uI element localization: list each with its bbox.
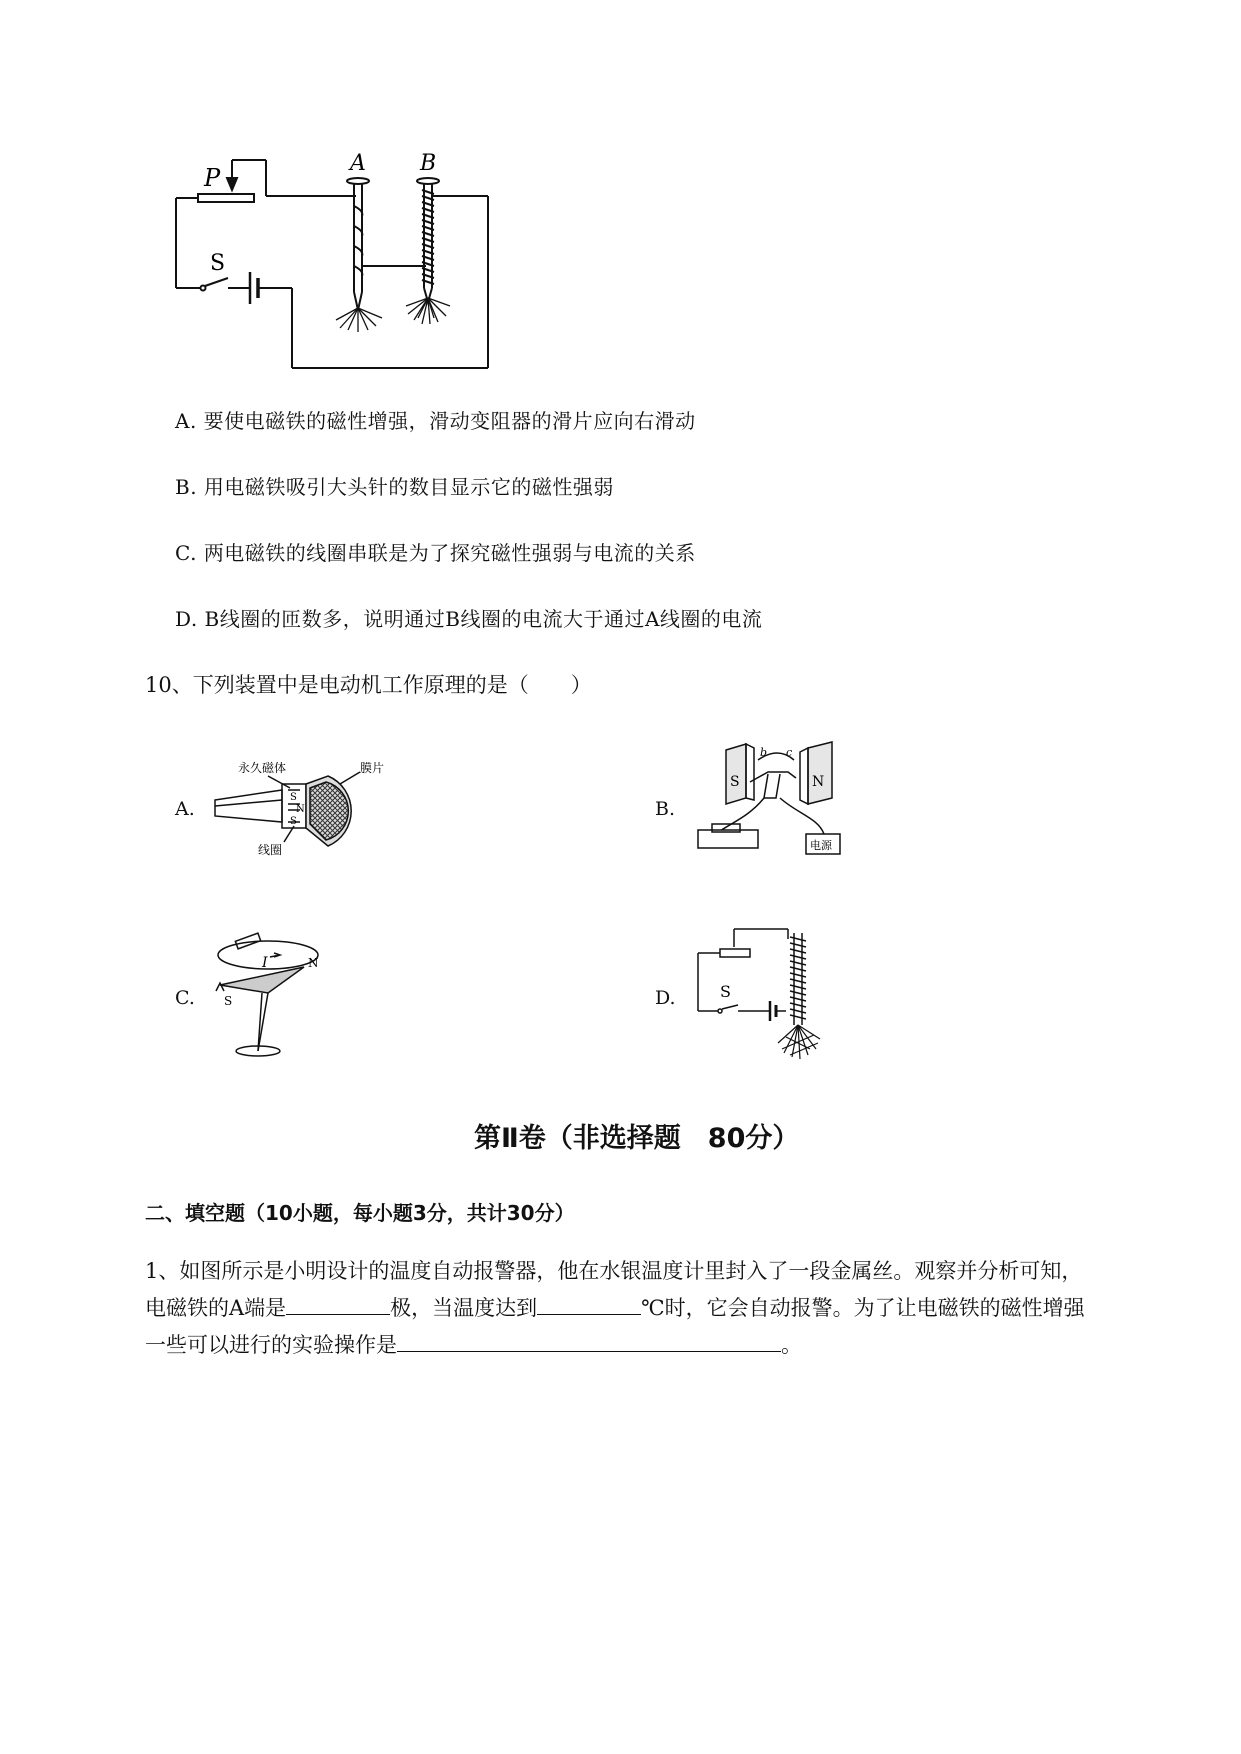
- option-letter: A.: [175, 409, 197, 433]
- section-title: 第Ⅱ卷（非选择题 80分）: [474, 1123, 800, 1154]
- q9-option-c: [175, 537, 696, 566]
- label-p: P: [204, 164, 221, 192]
- label-magnet: 永久磁体: [238, 761, 287, 775]
- q1-line2-c: ℃时，它会自动报警。为了让电磁铁的磁性增强: [641, 1296, 1085, 1320]
- answer-blank-temperature[interactable]: [537, 1292, 641, 1315]
- option-text: 用电磁铁吸引大头针的数目显示它的磁性强弱: [203, 475, 614, 499]
- magnet-current-figure: [688, 738, 848, 868]
- q10-option-b-letter: B.: [655, 798, 676, 820]
- option-letter: C.: [175, 541, 197, 565]
- electromagnet-figure: [690, 925, 850, 1065]
- q9-option-d: [175, 603, 762, 632]
- label-n: N: [812, 774, 825, 790]
- option-text: 两电磁铁的线圈串联是为了探究磁性强弱与电流的关系: [203, 541, 696, 565]
- label-membrane: 膜片: [360, 761, 385, 775]
- q1-line2: [145, 1290, 1195, 1327]
- q1-line2-a: 电磁铁的A端是: [145, 1296, 287, 1320]
- q9-option-b: [175, 471, 614, 500]
- label-s2: S: [290, 816, 297, 827]
- option-text: B线圈的匝数多，说明通过B线圈的电流大于通过A线圈的电流: [204, 607, 763, 631]
- part-heading: 二、填空题（10小题，每小题3分，共计30分）: [145, 1201, 575, 1225]
- q10-option-d-letter: D.: [655, 987, 676, 1009]
- circuit-figure-electromagnets: [170, 148, 500, 373]
- q9-option-a: [175, 405, 696, 434]
- label-n: N: [296, 804, 305, 815]
- label-s1: S: [290, 792, 297, 803]
- label-coil: 线圈: [258, 843, 283, 857]
- loudspeaker-figure: [210, 758, 410, 858]
- option-letter: D.: [175, 607, 198, 631]
- label-s: S: [224, 994, 233, 1008]
- label-b: b: [760, 746, 768, 759]
- label-n: N: [308, 956, 319, 970]
- q10-stem: 10、下列装置中是电动机工作原理的是（ ）: [145, 673, 592, 697]
- q10-option-c-letter: C.: [175, 987, 195, 1009]
- label-s: S: [720, 982, 731, 1001]
- option-text: 要使电磁铁的磁性增强，滑动变阻器的滑片应向右滑动: [203, 409, 696, 433]
- label-i: I: [262, 955, 268, 971]
- q1-line2-b: 极，当温度达到: [390, 1296, 538, 1320]
- q1-line3-a: 一些可以进行的实验操作是: [145, 1333, 397, 1357]
- label-c: c: [786, 746, 793, 759]
- option-letter: B.: [175, 475, 198, 499]
- label-b: B: [420, 151, 437, 176]
- q1-line1: 1、如图所示是小明设计的温度自动报警器，他在水银温度计里封入了一段金属丝。观察并分析可知，: [145, 1259, 1083, 1283]
- q10-option-a-letter: A.: [175, 798, 195, 820]
- q1-line3: [145, 1327, 1195, 1364]
- answer-blank-operation[interactable]: [397, 1329, 781, 1352]
- label-s: S: [210, 251, 226, 276]
- compass-wire-figure: [208, 925, 348, 1065]
- label-s: S: [730, 774, 740, 790]
- label-a: A: [350, 151, 366, 176]
- fill-question-1: [145, 1253, 1195, 1364]
- q1-line3-end: 。: [781, 1333, 802, 1357]
- answer-blank-pole[interactable]: [286, 1292, 390, 1315]
- label-power: 电源: [810, 839, 832, 852]
